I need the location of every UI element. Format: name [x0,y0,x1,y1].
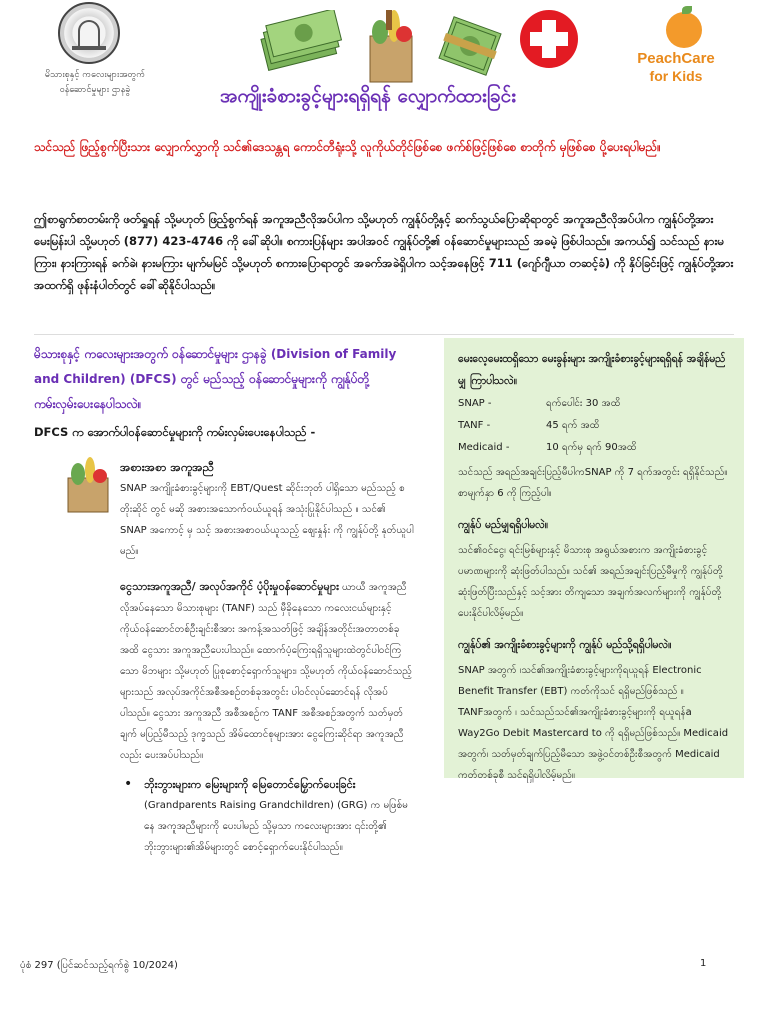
cash-stack-icon [255,10,345,76]
food-basket-icon [62,456,114,514]
how-much-body: သင်၏ဝင်ငွေ၊ ရင်းမြစ်များနှင့် မိသားစု အရွယ်အစားက အကျိုးခံစားခွင့် ပမာဏများကို ဆုံးဖြတ်ပါသည်။ သင်၏ အရည်အချင်းပြည့်မီမှုကို ကျွန်ုပ်တို့ ဆုံးဖြတ်ပြီးသည်နှင့် သင့်အား တိကျသော အချက်အလက်များကို ကျွန်ုပ်တို့ ပေးနိုင်ပါလိမ့်မည်။ [458,545,723,619]
food-assistance-body: SNAP အကျိုးခံစားခွင့်များကို EBT/Quest ဆိုင်းဘုတ် ပါရှိသော မည်သည့် စတိုးဆိုင် တွင် မဆို အစားအသောက်ဝယ်ယူရန် အသုံးပြုနိုင်ပါသည် ။ သင်၏ SNAP အကောင့် မှ သင့် အစားအစာဝယ်ယူသည့် ဈေးနှုန်း ကို ကျွန်ုပ်တို့ နုတ်ယူပါမည်။ [120,483,414,557]
agency-line2: ဝန်ဆောင်မှုများ ဌာနခွဲ [59,85,131,95]
services-column [34,342,414,858]
timeline-program: Medicaid - [458,442,510,453]
grg-title: ဘိုးဘွားများက မြေးများကို မြေတောင်မြှောက်ပေးခြင်း [144,778,356,791]
timeline-program: TANF - [458,420,491,431]
cash-assistance-body: ယာယီ အကူအညီ လိုအပ်နေသော မိသားစုများ (TANF) သည် မှီခိုနေသော ကလေးငယ်များနှင့် ကိုယ်ဝန်ဆောင်တစ်ဦးချင်းစီအား အကန့်အသတ်ဖြင့် အချိန်အတိုင်းအတာတစ်ခုအထိ ငွေသား အကူအညီပေးပါသည်။ ထောက်ပံ့ကြေးရရှိသူများထဲတွင်ပါဝင်ကြသော မိဘများ သို့မဟုတ် ပြုစုစောင့်ရှောက်သူများ၊ သို့မဟုတ် ကိုယ်ဝန်ဆောင်သည့်များသည် အလုပ်အကိုင်အစီအစဉ်တစ်ခုအတွင်း ပါဝင်လုပ်ဆောင်ရန် လိုအပ်ပါသည်။ ငွေသား အကူအညီ အစီအစဉ်က TANF အစီအစဉ်အတွက် သတ်မှတ်ချက် မပြည့်မီသည့် ဒုက္ခသည် အိမ်ထောင်စုများအား ငွေကြေးဆိုင်ရာ အကူအညီလည်း ပေးအပ်ပါသည်။ [120,582,412,761]
faq-box [444,338,744,781]
intro-help-notice: ဤစာရွက်စာတမ်းကို ဖတ်ရှုရန် သို့မဟုတ် ဖြည့်စွက်ရန် အကူအညီလိုအပ်ပါက သို့မဟုတ် ကျွန်ုပ်တို့နှင့် ဆက်သွယ်ပြောဆိုရာတွင် အကူအညီလိုအပ်ပါက ကျွန်ုပ်တို့အား မေးမြန်းပါ သို့မဟုတ် (877) 423-4746 ကို ခေါ်ဆိုပါ။ စကားပြန်များ အပါအဝင် ကျွန်ုပ်တို့၏ ဝန်ဆောင်မှုများသည် အခမဲ့ ဖြစ်ပါသည်။ အကယ်၍ သင်သည် နားမကြား၊ နားကြားရန် ခက်ခဲ၊ နားမကြား မျက်မမြင် သို့မဟုတ် စကားပြောရာတွင် အခက်အခဲရှိပါက သင့်အနေဖြင့် 711 (ဂျော်ဂျီယာ တဆင့်ခံ) ကို နှိပ်ခြင်းဖြင့် ကျွန်ုပ်တို့အား အထက်ရှိ ဖုန်းနံပါတ်တွင် ခေါ်ဆိုနိုင်ပါသည်။ [34,212,734,292]
how-receive-title: ကျွန်ုပ်၏ အကျိုးခံစားခွင့်များကို ကျွန်ုပ် မည်သို့ရရှိပါမလဲ။ [458,639,672,651]
peachcare-line1: PeachCare [637,50,715,67]
dfcs-provides: DFCS က အောက်ပါဝန်ဆောင်မှုများကို ကမ်းလှမ်းပေးနေပါသည် - [34,425,316,439]
page-number: 1 [700,958,707,969]
food-assistance-section [34,456,414,562]
timeline-time: 10 ရက်မှ ရက် 90အထိ [546,442,637,453]
peach-icon [666,12,702,48]
grg-body: (Grandparents Raising Grandchildren) (GRG) က မဖြစ်မနေ အကူအညီများကို ပေးပါမည် သို့မှသာ ကလေးများအား ၎င်းတို့၏ ဘိုးဘွားများ၏အိမ်များတွင် စောင့်ရှောက်ပေးနိုင်ပါသည်။ [144,800,408,853]
timeline-program: SNAP - [458,398,492,409]
georgia-seal-icon [58,2,120,64]
food-assistance-title: အစားအစာ အကူအညီ [120,460,214,474]
timeline-time: ရက်ပေါင်း 30 အထိ [546,398,621,409]
faq-title: မေးလေ့မေးထရှိသော မေးခွန်းများ အကျိုးခံစားခွင့်များရရှိရန် အချိန်မည်မျှ ကြာပါသလဲ။ [458,353,726,387]
divider [34,334,734,335]
agency-line1: မိသားစုနှင့် ကလေးများအတွက် [44,70,146,80]
cash-assistance-section [34,576,414,858]
intro-submit-notice: သင်သည် ဖြည့်စွက်ပြီးသား လျှောက်လွှာကို သင်၏ဒေသန္တရ ကောင်တီရုံးသို့ လူကိုယ်တိုင်ဖြစ်စေ ဖက်စ်ဖြင့်ဖြစ်စေ စာတိုက် မှဖြစ်စေ ပို့ပေးရပါမည်။ [34,140,661,154]
bullet-icon: • [124,776,133,792]
grocery-bag-icon [358,6,424,86]
page-header [0,0,770,118]
form-number: ပုံစံ 297 (ပြင်ဆင်သည့်ရက်စွဲ 10/2024) [20,960,178,971]
cash-assistance-title: ငွေသားအကူအညီ/ အလုပ်အကိုင် ပံ့ပိုးမှုဝန်ဆောင်မှုများ [120,580,339,593]
how-much-title: ကျွန်ုပ် မည်မျှရရှိပါမလဲ။ [458,519,549,531]
snap-note: သင်သည် အရည်အချင်းပြည့်မီပါကSNAP ကို 7 ရက်အတွင်း ရရှိနိုင်သည်။ စာမျက်နှာ 6 ကို ကြည့်ပါ။ [458,467,728,499]
timeline-row [458,393,730,414]
timeline-time: 45 ရက် အထိ [546,420,600,431]
grg-bullet [120,774,414,858]
peachcare-line2: for Kids [649,68,703,84]
page-title: အကျိုးခံစားခွင့်များရရှိရန် လျှောက်ထားခြင်း [220,85,517,107]
cash-roll-icon [435,10,505,82]
peachcare-logo [616,8,736,88]
timeline-row [458,415,730,436]
timeline-row [458,437,730,458]
cash-assistance-paragraph [120,576,414,766]
how-receive-body: SNAP အတွက် ၊သင်၏အကျိုးခံစားခွင့်များကိုရယူရန် Electronic Benefit Transfer (EBT) ကတ်ကိုသင် ရရှိမည်ဖြစ်သည် ။ TANFအတွက် ၊ သင်သည်သင်၏အကျိုးခံစားခွင့်များကို ရယူရန်a Way2Go Debit Mastercard to ကို ရရှိမည်ဖြစ်သည်။ Medicaid အတွက်၊ သတ်မှတ်ချက်ပြည့်မီသော အဖွဲ့ဝင်တစ်ဦးစီအတွက် Medicaid ကတ်တစ်ခုစီ သင်ရရှိပါလိမ့်မည်။ [458,665,729,781]
red-cross-icon [520,10,578,68]
dfcs-heading: မိသားစုနှင့် ကလေးများအတွက် ဝန်ဆောင်မှုများ ဌာနခွဲ (Division of Family and Children) (DFCS) တွင် မည်သည့် ဝန်ဆောင်မှုများကို ကျွန်ုပ်တို့ ကမ်းလှမ်းပေးနေပါသလဲ။ [34,347,397,411]
agency-name [20,68,170,98]
timeline-list [458,393,730,458]
